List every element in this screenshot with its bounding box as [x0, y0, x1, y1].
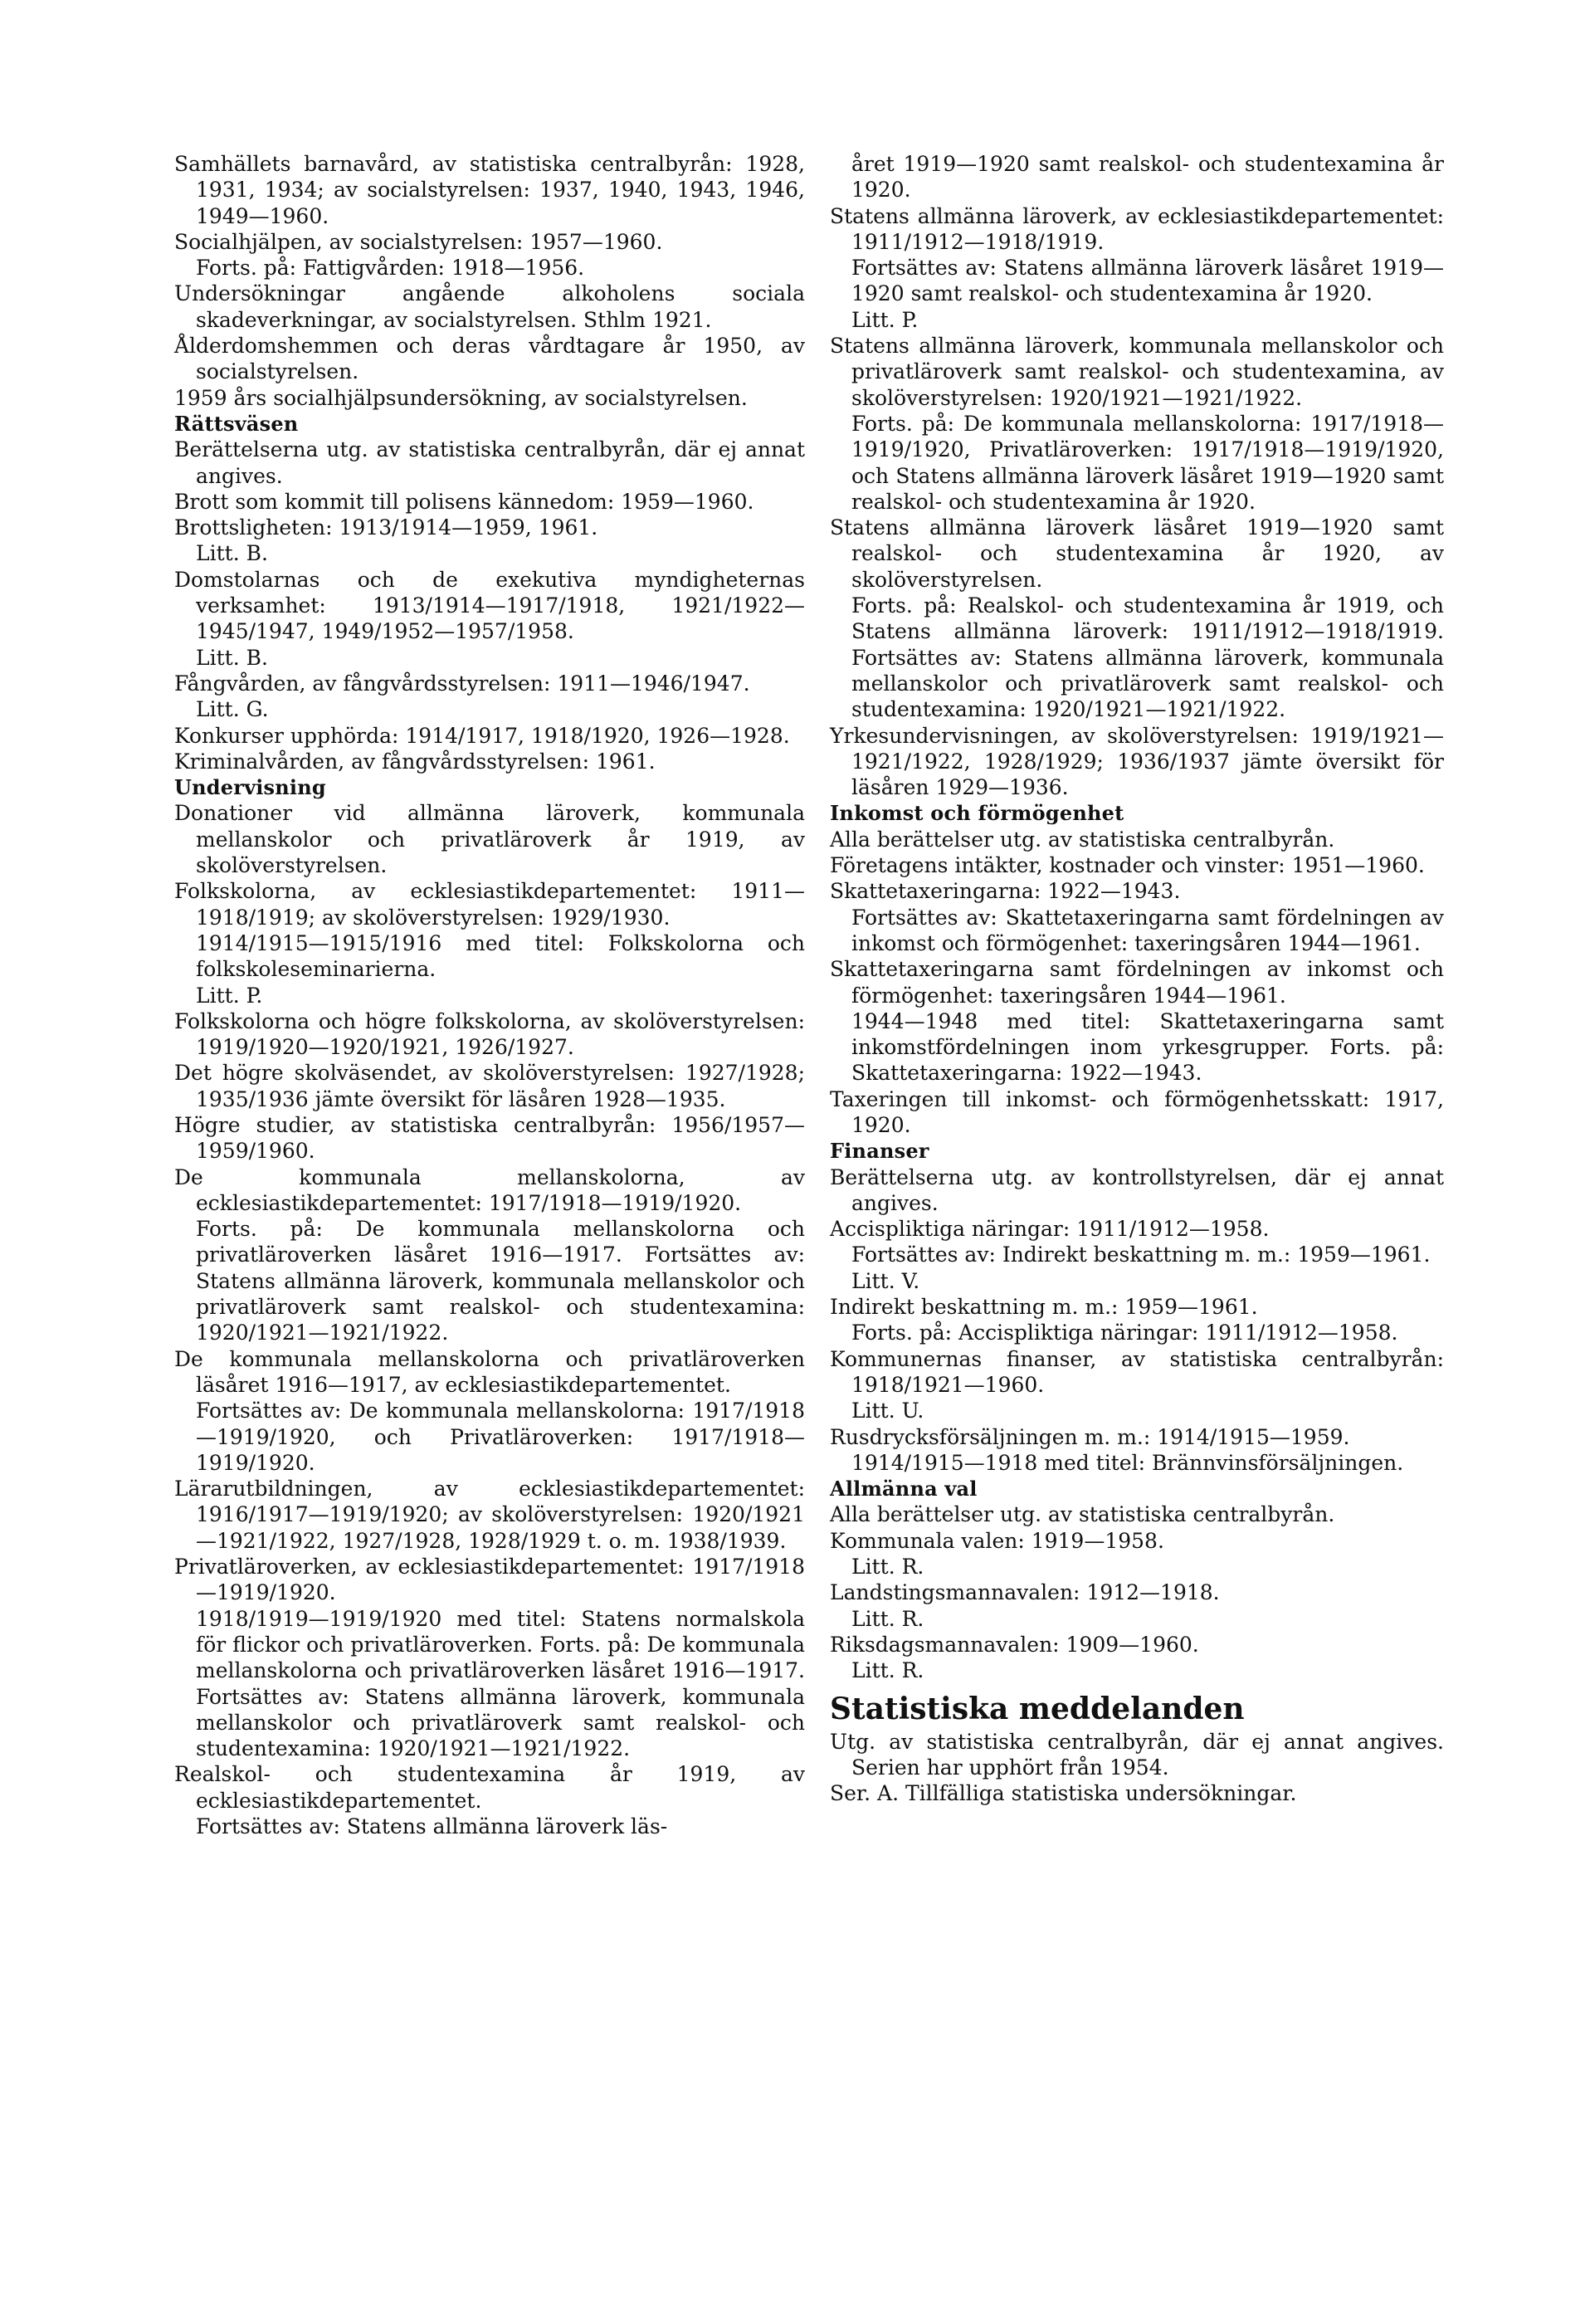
catalog-entry: Skattetaxeringarna: 1922—1943. — [830, 879, 1181, 904]
entry-continuation: Litt. R. — [851, 1555, 924, 1579]
entry-continuation: 1914/1915—1915/1916 med titel: Folkskolorna och folkskoleseminarierna. — [196, 930, 805, 982]
catalog-entry: Brottsligheten: 1913/1914—1959, 1961. — [174, 515, 598, 540]
catalog-entry: Ser. A. Tillfälliga statistiska undersökningar. — [830, 1781, 1297, 1806]
catalog-entry: De kommunala mellanskolorna, av ecklesiastikdepartementet: 1917/1918—1919/1920. — [174, 1164, 805, 1215]
catalog-entry: Riksdagsmannavalen: 1909—1960. — [830, 1632, 1199, 1657]
catalog-entry: Brott som kommit till polisens kännedom: 1959—1960. — [174, 489, 754, 514]
catalog-entry: 1959 års socialhjälpsundersökning, av socialstyrelsen. — [174, 385, 748, 410]
catalog-entry: Domstolarnas och de exekutiva myndigheternas verksamhet: 1913/1914—1917/1918, 1921/1922—1945/1947, 1949/1952—1957/1958. — [174, 567, 805, 644]
entry-continuation: Litt. B. — [196, 645, 268, 670]
entry-continuation: året 1919—1920 samt realskol- och studentexamina år 1920. — [851, 152, 1444, 203]
entry-continuation: Forts. på: De kommunala mellanskolorna: 1917/1918—1919/1920, Privatläroverken: 1917/1918—1919/1920, och Statens allmänna läroverk läsåret 1919—1920 samt realskol- och studentexamina år 1920. — [851, 411, 1444, 514]
catalog-entry: Kommunernas finanser, av statistiska centralbyrån: 1918/1921—1960. — [830, 1346, 1444, 1397]
catalog-entry: Statens allmänna läroverk, av ecklesiastikdepartementet: 1911/1912—1918/1919. — [830, 203, 1444, 254]
catalog-entry: Landstingsmannavalen: 1912—1918. — [830, 1580, 1220, 1605]
entry-continuation: Litt. P. — [851, 307, 919, 332]
catalog-entry: Privatläroverken, av ecklesiastikdepartementet: 1917/1918—1919/1920. — [174, 1555, 805, 1605]
entry-continuation: Fortsättes av: Skattetaxeringarna samt fördelningen av inkomst och förmögenhet: taxeringsåren 1944—1961. — [851, 905, 1444, 955]
catalog-entry: Berättelserna utg. av kontrollstyrelsen, där ej annat angives. — [830, 1164, 1444, 1215]
catalog-entry: Accispliktiga näringar: 1911/1912—1958. — [830, 1217, 1270, 1242]
section-heading: Undervisning — [174, 775, 326, 800]
entry-continuation: Forts. på: Realskol- och studentexamina år 1919, och Statens allmänna läroverk: 1911/1912—1918/1919. Fortsättes av: Statens allmänna läroverk, kommunala mellanskolor och privatläroverk samt realskol- och studentexamina: 1920/1921—1921/1922. — [851, 593, 1444, 722]
entry-continuation: 1914/1915—1918 med titel: Brännvinsförsäljningen. — [851, 1450, 1404, 1475]
catalog-entry: Lärarutbildningen, av ecklesiastikdepartementet: 1916/1917—1919/1920; av skolöverstyrelsen: 1920/1921—1921/1922, 1927/1928, 1928/1929 t. o. m. 1938/1939. — [174, 1477, 805, 1553]
series-heading: Statistiska meddelanden — [830, 1691, 1245, 1726]
catalog-entry: Statens allmänna läroverk, kommunala mellanskolor och privatläroverk samt realskol- och studentexamina, av skolöverstyrelsen: 1920/1921—1921/1922. — [830, 334, 1444, 410]
catalog-entry: Fångvården, av fångvårdsstyrelsen: 1911—1946/1947. — [174, 671, 750, 696]
entry-continuation: Forts. på: De kommunala mellanskolorna och privatläroverken läsåret 1916—1917. Fortsättes av: Statens allmänna läroverk, kommunala mellanskolor och privatläroverk samt realskol- och studentexamina: 1920/1921—1921/1922. — [196, 1217, 805, 1345]
catalog-entry: Berättelserna utg. av statistiska centralbyrån, där ej annat angives. — [174, 437, 805, 488]
entry-continuation: Fortsättes av: De kommunala mellanskolorna: 1917/1918—1919/1920, och Privatläroverken: 1917/1918—1919/1920. — [196, 1399, 805, 1475]
entry-continuation: Litt. V. — [851, 1268, 920, 1293]
catalog-entry: De kommunala mellanskolorna och privatläroverken läsåret 1916—1917, av ecklesiastikdepartementet. — [174, 1346, 805, 1397]
catalog-entry: Alla berättelser utg. av statistiska centralbyrån. — [830, 827, 1335, 852]
catalog-entry: Statens allmänna läroverk läsåret 1919—1920 samt realskol- och studentexamina år 1920, av skolöverstyrelsen. — [830, 515, 1444, 592]
entry-continuation: Forts. på: Fattigvården: 1918—1956. — [196, 256, 585, 281]
left-column — [174, 151, 805, 1839]
catalog-entry: Taxeringen till inkomst- och förmögenhetsskatt: 1917, 1920. — [830, 1086, 1444, 1137]
entry-continuation: Fortsättes av: Statens allmänna läroverk läs- — [196, 1814, 668, 1838]
catalog-entry: Utg. av statistiska centralbyrån, där ej annat angives. Serien har upphört från 1954. — [830, 1729, 1444, 1780]
catalog-entry: Företagens intäkter, kostnader och vinster: 1951—1960. — [830, 853, 1425, 878]
catalog-entry: Yrkesundervisningen, av skolöverstyrelsen: 1919/1921—1921/1922, 1928/1929; 1936/1937 jämte översikt för läsåren 1929—1936. — [830, 723, 1444, 800]
entry-continuation: Fortsättes av: Statens allmänna läroverk läsåret 1919—1920 samt realskol- och studentexamina år 1920. — [851, 256, 1444, 306]
entry-continuation: Fortsättes av: Indirekt beskattning m. m.: 1959—1961. — [851, 1243, 1431, 1267]
entry-continuation: Litt. P. — [196, 983, 263, 1008]
section-heading: Finanser — [830, 1139, 929, 1164]
entry-continuation: 1918/1919—1919/1920 med titel: Statens normalskola för flickor och privatläroverken. Forts. på: De kommunala mellanskolorna och privatläroverken läsåret 1916—1917. Fortsättes av: Statens allmänna läroverk, kommunala mellanskolor och privatläroverk samt realskol- och studentexamina: 1920/1921—1921/1922. — [196, 1606, 805, 1761]
catalog-entry: Donationer vid allmänna läroverk, kommunala mellanskolor och privatläroverk år 1919, av skolöverstyrelsen. — [174, 801, 805, 878]
entry-continuation: Litt. G. — [196, 697, 269, 722]
catalog-entry: Rusdrycksförsäljningen m. m.: 1914/1915—1959. — [830, 1424, 1350, 1449]
catalog-entry: Konkurser upphörda: 1914/1917, 1918/1920, 1926—1928. — [174, 723, 790, 748]
catalog-entry: Socialhjälpen, av socialstyrelsen: 1957—1960. — [174, 229, 663, 254]
entry-continuation: Litt. R. — [851, 1606, 924, 1631]
entry-continuation: Litt. U. — [851, 1399, 924, 1423]
catalog-entry: Det högre skolväsendet, av skolöverstyrelsen: 1927/1928; 1935/1936 jämte översikt för läsåren 1928—1935. — [174, 1061, 805, 1111]
catalog-entry: Undersökningar angående alkoholens sociala skadeverkningar, av socialstyrelsen. Sthlm 1921. — [174, 281, 805, 332]
catalog-entry: Kommunala valen: 1919—1958. — [830, 1528, 1164, 1553]
catalog-entry: Ålderdomshemmen och deras vårdtagare år 1950, av socialstyrelsen. — [174, 334, 805, 384]
catalog-entry: Alla berättelser utg. av statistiska centralbyrån. — [830, 1502, 1335, 1527]
catalog-entry: Realskol- och studentexamina år 1919, av ecklesiastikdepartementet. — [174, 1762, 805, 1813]
section-heading: Inkomst och förmögenhet — [830, 801, 1124, 826]
entry-continuation: Forts. på: Accispliktiga näringar: 1911/1912—1958. — [851, 1321, 1398, 1345]
section-heading: Allmänna val — [830, 1477, 978, 1501]
entry-continuation: 1944—1948 med titel: Skattetaxeringarna samt inkomstfördelningen inom yrkesgrupper. Forts. på: Skattetaxeringarna: 1922—1943. — [851, 1008, 1444, 1086]
catalog-entry: Folkskolorna, av ecklesiastikdepartementet: 1911—1918/1919; av skolöverstyrelsen: 1929/1930. — [174, 879, 805, 930]
entry-continuation: Litt. B. — [196, 541, 268, 566]
right-column — [830, 151, 1444, 1806]
catalog-entry: Kriminalvården, av fångvårdsstyrelsen: 1961. — [174, 749, 656, 774]
catalog-entry: Samhällets barnavård, av statistiska centralbyrån: 1928, 1931, 1934; av socialstyrelsen: 1937, 1940, 1943, 1946, 1949—1960. — [174, 152, 805, 228]
catalog-entry: Högre studier, av statistiska centralbyrån: 1956/1957—1959/1960. — [174, 1112, 805, 1164]
section-heading: Rättsväsen — [174, 411, 299, 436]
catalog-entry: Indirekt beskattning m. m.: 1959—1961. — [830, 1295, 1258, 1320]
entry-continuation: Litt. R. — [851, 1658, 924, 1683]
catalog-entry: Folkskolorna och högre folkskolorna, av skolöverstyrelsen: 1919/1920—1920/1921, 1926/1927. — [174, 1008, 805, 1060]
catalog-entry: Skattetaxeringarna samt fördelningen av inkomst och förmögenhet: taxeringsåren 1944—1961. — [830, 957, 1444, 1008]
